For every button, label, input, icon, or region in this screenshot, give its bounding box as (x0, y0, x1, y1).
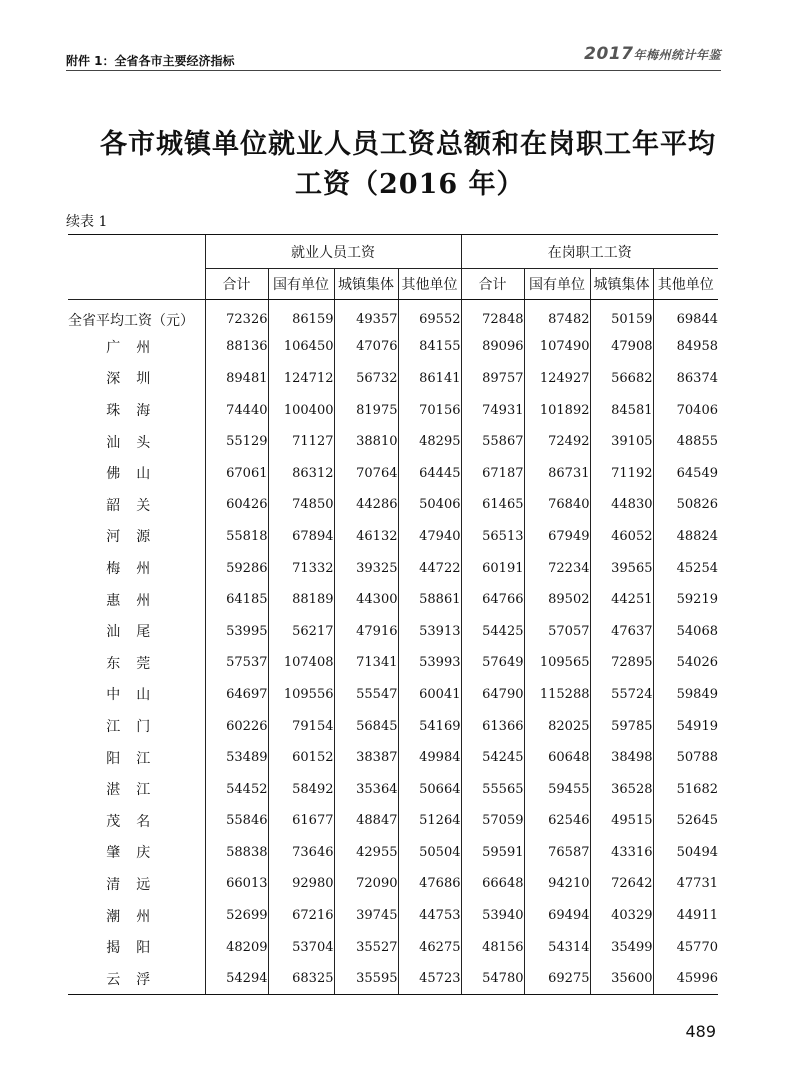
table-cell: 53704 (268, 931, 334, 963)
table-cell: 115288 (524, 679, 590, 711)
col-header: 合计 (205, 269, 268, 300)
table-cell: 66648 (461, 868, 524, 900)
row-label: 茂名 (106, 813, 167, 830)
table-row (68, 457, 718, 489)
table-row (68, 331, 718, 363)
table-cell: 70406 (653, 394, 718, 426)
table-row (68, 584, 718, 616)
table-cell: 73646 (268, 837, 334, 869)
table-cell: 35595 (334, 963, 398, 995)
table-cell: 69552 (398, 300, 461, 332)
table-cell: 57537 (205, 647, 268, 679)
table-cell: 45723 (398, 963, 461, 995)
table-row (68, 300, 718, 332)
table-cell: 56732 (334, 363, 398, 395)
table-cell: 47908 (590, 331, 653, 363)
table-cell: 74931 (461, 394, 524, 426)
row-label: 清远 (106, 876, 167, 893)
table-cell: 45254 (653, 552, 718, 584)
table-row (68, 900, 718, 932)
table-cell: 64445 (398, 457, 461, 489)
table-cell: 87482 (524, 300, 590, 332)
table-cell: 72895 (590, 647, 653, 679)
table-cell: 35600 (590, 963, 653, 995)
table-cell: 54169 (398, 710, 461, 742)
table-cell: 70156 (398, 394, 461, 426)
table-cell: 50406 (398, 489, 461, 521)
table-cell: 61677 (268, 805, 334, 837)
row-label: 云浮 (68, 963, 205, 995)
table-cell: 52645 (653, 805, 718, 837)
table-cell: 48855 (653, 426, 718, 458)
table-cell: 59286 (205, 552, 268, 584)
table-cell: 47916 (334, 615, 398, 647)
table-cell: 72234 (524, 552, 590, 584)
table-cell: 74850 (268, 489, 334, 521)
row-label: 韶关 (106, 497, 167, 514)
table-group-header-row (68, 235, 718, 269)
table-cell: 92980 (268, 868, 334, 900)
row-label: 全省平均工资（元） (68, 312, 194, 329)
table-cell: 52699 (205, 900, 268, 932)
table-cell: 50664 (398, 773, 461, 805)
table-cell: 79154 (268, 710, 334, 742)
row-label: 湛江 (106, 782, 167, 799)
table-cell: 60226 (205, 710, 268, 742)
table-cell: 39745 (334, 900, 398, 932)
row-label: 揭阳 (106, 940, 167, 957)
table-cell: 64549 (653, 457, 718, 489)
table-cell: 58861 (398, 584, 461, 616)
table-cell: 72642 (590, 868, 653, 900)
table-cell: 54919 (653, 710, 718, 742)
table-cell: 47940 (398, 521, 461, 553)
header-section-label: 附件 1：全省各市主要经济指标 (66, 54, 235, 68)
table-cell: 46052 (590, 521, 653, 553)
table-cell: 57059 (461, 805, 524, 837)
row-label: 东莞 (106, 655, 167, 672)
table-cell: 56682 (590, 363, 653, 395)
table-row (68, 363, 718, 395)
table-cell: 70764 (334, 457, 398, 489)
table-continuation-label: 续表 1 (66, 214, 108, 230)
table-cell: 50826 (653, 489, 718, 521)
table-cell: 49357 (334, 300, 398, 332)
col-header: 其他单位 (398, 269, 461, 300)
table-cell: 53993 (398, 647, 461, 679)
row-label: 江门 (106, 719, 167, 736)
table-cell: 44251 (590, 584, 653, 616)
table-cell: 47686 (398, 868, 461, 900)
table-cell: 48295 (398, 426, 461, 458)
table-cell: 74440 (205, 394, 268, 426)
table-cell: 55724 (590, 679, 653, 711)
table-cell: 81975 (334, 394, 398, 426)
table-cell: 69494 (524, 900, 590, 932)
table-row (68, 742, 718, 774)
col-header: 国有单位 (524, 269, 590, 300)
group-header-employed: 就业人员工资 (205, 235, 461, 269)
table-cell: 71192 (590, 457, 653, 489)
table-row (68, 710, 718, 742)
header-divider (66, 70, 721, 71)
row-label: 潮州 (106, 908, 167, 925)
table-cell: 44830 (590, 489, 653, 521)
table-cell: 44300 (334, 584, 398, 616)
row-label: 梅州 (106, 561, 167, 578)
table-cell: 54780 (461, 963, 524, 995)
table-cell: 51264 (398, 805, 461, 837)
table-cell: 107408 (268, 647, 334, 679)
table-row (68, 805, 718, 837)
table-cell: 106450 (268, 331, 334, 363)
table-cell: 89757 (461, 363, 524, 395)
table-cell: 67061 (205, 457, 268, 489)
table-cell: 59785 (590, 710, 653, 742)
table-cell: 56217 (268, 615, 334, 647)
table-cell: 48156 (461, 931, 524, 963)
table-cell: 50494 (653, 837, 718, 869)
table-cell: 61465 (461, 489, 524, 521)
table-cell: 56513 (461, 521, 524, 553)
table-cell: 50504 (398, 837, 461, 869)
table-cell: 54245 (461, 742, 524, 774)
table-cell: 39325 (334, 552, 398, 584)
table-cell: 86159 (268, 300, 334, 332)
table-row (68, 647, 718, 679)
table-row (68, 963, 718, 995)
table-cell: 47076 (334, 331, 398, 363)
table-cell: 50159 (590, 300, 653, 332)
table-cell: 89502 (524, 584, 590, 616)
row-label: 珠海 (106, 403, 167, 420)
table-cell: 53489 (205, 742, 268, 774)
row-label: 广州 (106, 339, 167, 356)
table-cell: 49984 (398, 742, 461, 774)
table-cell: 55547 (334, 679, 398, 711)
table-cell: 46275 (398, 931, 461, 963)
table-cell: 72090 (334, 868, 398, 900)
table-cell: 36528 (590, 773, 653, 805)
table-cell: 101892 (524, 394, 590, 426)
table-cell: 45996 (653, 963, 718, 995)
table-cell: 42955 (334, 837, 398, 869)
table-cell: 71332 (268, 552, 334, 584)
table-row (68, 426, 718, 458)
table-row (68, 552, 718, 584)
page-number: 489 (685, 1022, 716, 1041)
table-cell: 124927 (524, 363, 590, 395)
table-row (68, 868, 718, 900)
table-cell: 55818 (205, 521, 268, 553)
group-header-onpost: 在岗职工工资 (461, 235, 718, 269)
col-header: 城镇集体 (590, 269, 653, 300)
col-header: 城镇集体 (334, 269, 398, 300)
row-label-header (68, 235, 205, 300)
table-cell: 58838 (205, 837, 268, 869)
page-title-line1: 各市城镇单位就业人员工资总额和在岗职工年平均 (100, 129, 716, 160)
table-cell: 53995 (205, 615, 268, 647)
table-cell: 48824 (653, 521, 718, 553)
table-cell: 69844 (653, 300, 718, 332)
table-cell: 51682 (653, 773, 718, 805)
table-cell: 60648 (524, 742, 590, 774)
table-cell: 54294 (205, 963, 268, 995)
table-cell: 71127 (268, 426, 334, 458)
col-header: 合计 (461, 269, 524, 300)
table-cell: 100400 (268, 394, 334, 426)
table-cell: 67949 (524, 521, 590, 553)
header-yearbook-label (584, 44, 721, 64)
table-cell: 54068 (653, 615, 718, 647)
table-cell: 107490 (524, 331, 590, 363)
col-header: 其他单位 (653, 269, 718, 300)
table-cell: 47637 (590, 615, 653, 647)
table-cell: 84958 (653, 331, 718, 363)
table-cell: 60426 (205, 489, 268, 521)
table-cell: 59455 (524, 773, 590, 805)
table-row (68, 679, 718, 711)
table-cell: 64790 (461, 679, 524, 711)
table-cell: 53940 (461, 900, 524, 932)
table-cell: 45770 (653, 931, 718, 963)
table-cell: 54314 (524, 931, 590, 963)
table-cell: 67894 (268, 521, 334, 553)
table-cell: 35499 (590, 931, 653, 963)
table-row (68, 837, 718, 869)
row-label: 阳江 (106, 750, 167, 767)
wage-table (68, 234, 718, 995)
table-cell: 47731 (653, 868, 718, 900)
table-row (68, 489, 718, 521)
table-cell: 69275 (524, 963, 590, 995)
table-cell: 84155 (398, 331, 461, 363)
page-title-line2: 工资（2016 年） (295, 169, 525, 200)
table-cell: 94210 (524, 868, 590, 900)
table-body (68, 300, 718, 995)
table-cell: 72848 (461, 300, 524, 332)
table-cell: 82025 (524, 710, 590, 742)
table-cell: 54425 (461, 615, 524, 647)
table-cell: 59591 (461, 837, 524, 869)
table-cell: 71341 (334, 647, 398, 679)
header-yearbook-text: 年梅州统计年鉴 (633, 48, 721, 62)
table-cell: 57649 (461, 647, 524, 679)
row-label: 深圳 (106, 371, 167, 388)
table-cell: 76840 (524, 489, 590, 521)
table-cell: 35364 (334, 773, 398, 805)
table-cell: 43316 (590, 837, 653, 869)
table-cell: 72492 (524, 426, 590, 458)
table-cell: 88136 (205, 331, 268, 363)
table-cell: 55565 (461, 773, 524, 805)
table-cell: 88189 (268, 584, 334, 616)
table-cell: 58492 (268, 773, 334, 805)
table-cell: 64185 (205, 584, 268, 616)
table-cell: 72326 (205, 300, 268, 332)
table-cell: 76587 (524, 837, 590, 869)
table-cell: 55129 (205, 426, 268, 458)
table-cell: 109565 (524, 647, 590, 679)
table-cell: 38810 (334, 426, 398, 458)
table-cell: 39565 (590, 552, 653, 584)
table-row (68, 615, 718, 647)
table-cell: 44911 (653, 900, 718, 932)
table-cell: 67216 (268, 900, 334, 932)
table-cell: 55867 (461, 426, 524, 458)
row-label: 惠州 (106, 592, 167, 609)
table-cell: 61366 (461, 710, 524, 742)
table-cell: 59849 (653, 679, 718, 711)
table-cell: 39105 (590, 426, 653, 458)
table-cell: 35527 (334, 931, 398, 963)
row-label: 肇庆 (106, 845, 167, 862)
table-cell: 56845 (334, 710, 398, 742)
table-cell: 46132 (334, 521, 398, 553)
table-cell: 38498 (590, 742, 653, 774)
table-cell: 64697 (205, 679, 268, 711)
table-cell: 60191 (461, 552, 524, 584)
table-cell: 48847 (334, 805, 398, 837)
table-cell: 68325 (268, 963, 334, 995)
table-cell: 57057 (524, 615, 590, 647)
header-year: 2017 (584, 44, 634, 64)
row-label: 汕头 (106, 434, 167, 451)
table-cell: 124712 (268, 363, 334, 395)
table-cell: 60152 (268, 742, 334, 774)
table-cell: 50788 (653, 742, 718, 774)
table-row (68, 773, 718, 805)
table-row (68, 521, 718, 553)
table-cell: 89096 (461, 331, 524, 363)
table-cell: 64766 (461, 584, 524, 616)
table-cell: 66013 (205, 868, 268, 900)
table-cell: 53913 (398, 615, 461, 647)
table-cell: 49515 (590, 805, 653, 837)
table-cell: 38387 (334, 742, 398, 774)
table-cell: 48209 (205, 931, 268, 963)
table-cell: 84581 (590, 394, 653, 426)
table-cell: 86374 (653, 363, 718, 395)
table-cell: 59219 (653, 584, 718, 616)
table-cell: 86731 (524, 457, 590, 489)
table-cell: 44286 (334, 489, 398, 521)
row-label: 汕尾 (106, 624, 167, 641)
table-cell: 54452 (205, 773, 268, 805)
table-cell: 67187 (461, 457, 524, 489)
table-cell: 54026 (653, 647, 718, 679)
table-cell: 109556 (268, 679, 334, 711)
table-cell: 40329 (590, 900, 653, 932)
table-cell: 86141 (398, 363, 461, 395)
table-row (68, 394, 718, 426)
table-cell: 55846 (205, 805, 268, 837)
row-label: 佛山 (106, 466, 167, 483)
table-cell: 62546 (524, 805, 590, 837)
table-cell: 44722 (398, 552, 461, 584)
table-cell: 60041 (398, 679, 461, 711)
table-row (68, 931, 718, 963)
row-label: 河源 (106, 529, 167, 546)
col-header: 国有单位 (268, 269, 334, 300)
table-cell: 86312 (268, 457, 334, 489)
row-label: 中山 (106, 687, 167, 704)
table-cell: 89481 (205, 363, 268, 395)
table-cell: 44753 (398, 900, 461, 932)
